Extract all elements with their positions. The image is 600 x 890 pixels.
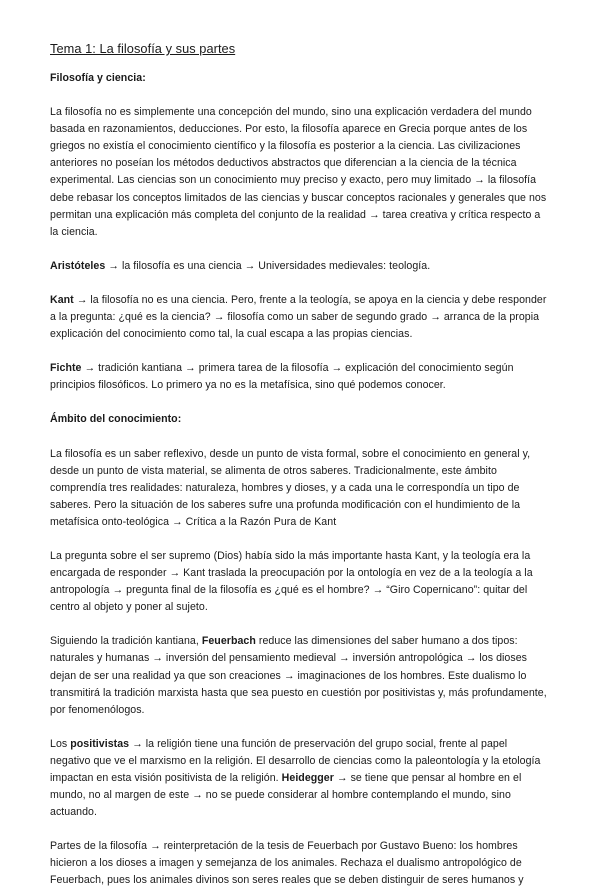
term-kant: Kant — [50, 293, 74, 306]
paragraph-feuerbach-text: reduce las dimensiones del saber humano a dos tipos: naturales y humanas → inversión del pensamiento medieval → inversión antropológica → los dioses dejan de ser una realidad ya que son creaciones → imaginaciones de los hombres. Este dualismo lo transmitirá la tradición marxista hasta que sea puesto en cuestión por positivistas y, más profundamente, por fenomenólogos. — [50, 635, 547, 716]
paragraph-positivistas-pre: Los — [50, 737, 71, 750]
paragraph-positivistas-post: → se tiene que pensar al hombre en el mundo, no al margen de este → no se puede considerar al hombre contemplando el mundo, sino actuando. — [50, 772, 522, 819]
section-heading-ambito: Ámbito del conocimiento: — [50, 413, 182, 426]
paragraph-fichte-text: → tradición kantiana → primera tarea de la filosofía → explicación del conocimiento según principios filosóficos. Lo primero ya no es la metafísica, sino qué podemos conocer. — [50, 362, 514, 392]
paragraph-saber-reflexivo: La filosofía es un saber reflexivo, desde un punto de vista formal, sobre el conocimiento en general y, desde un punto de vista material, se alimenta de otros saberes. Tradicionalmente, este ámbito comprendía tres realidades: naturaleza, hombres y dioses, y a cada una le correspondía un tipo de saberes. Pero la situación de los saberes sufre una profunda modificación con el hundimiento de la metafísica onto-teológica → Crítica a la Razón Pura de Kant — [50, 447, 531, 528]
paragraph-intro: La filosofía no es simplemente una concepción del mundo, sino una explicación verdadera del mundo basada en razonamientos, deducciones. Por esto, la filosofía aparece en Grecia porque antes de los griegos no existía el conocimiento científico y la filosofía es posterior a la ciencia. Las civilizaciones anteriores no poseían los métodos deductivos abstractos que diferencian a la ciencia de la técnica experimental. Las ciencias son un conocimiento muy preciso y exacto, pero muy limitado → la filosofía debe rebasar los conceptos limitados de las ciencias y buscar conceptos racionales y generales que nos permitan una explicación más completa del conjunto de la realidad → tarea creativa y crítica respecto a la ciencia. — [50, 106, 547, 238]
paragraph-aristoteles-text: → la filosofía es una ciencia → Universidades medievales: teología. — [105, 259, 431, 272]
section-heading-filosofia-ciencia: Filosofía y ciencia: — [50, 72, 146, 84]
paragraph-feuerbach-pre: Siguiendo la tradición kantiana, — [50, 635, 202, 648]
paragraph-feuerbach — [50, 633, 550, 718]
paragraph-positivistas-mid: → la religión tiene una función de preservación del grupo social, frente al papel negativo que ve el marxismo en la religión. El desarrollo de ciencias como la paleontología y la etología impactan en esta visión positivista de la religión. — [50, 737, 541, 784]
page-title: Tema 1: La filosofía y sus partes — [50, 41, 236, 56]
term-fichte: Fichte — [50, 362, 82, 375]
paragraph-aristoteles — [50, 258, 550, 275]
paragraph-positivistas — [50, 736, 550, 821]
term-heidegger: Heidegger — [281, 772, 334, 784]
term-feuerbach: Feuerbach — [201, 635, 256, 648]
term-positivistas: positivistas — [70, 737, 130, 750]
paragraph-fichte — [50, 360, 550, 394]
paragraph-partes: Partes de la filosofía → reinterpretación de la tesis de Feuerbach por Gustavo Bueno: los hombres hicieron a los dioses a imagen y semejanza de los animales. Rechaza el dualismo antropológico de Feuerbach, pues los animales divinos son seres reales que se deben distinguir de seres humanos y — [50, 840, 524, 887]
paragraph-ser-supremo: La pregunta sobre el ser supremo (Dios) había sido la más importante hasta Kant, y la teología era la encargada de responder → Kant traslada la preocupación por la ontología en vez de a la teología a la antropología → pregunta final de la filosofía es ¿qué es el hombre? → “Giro Copernicano”: quitar del centro al objeto y poner al sujeto. — [50, 549, 533, 614]
term-aristoteles: Aristóteles — [50, 259, 106, 272]
paragraph-kant-text: → la filosofía no es una ciencia. Pero, frente a la teología, se apoya en la ciencia y debe responder a la pregunta: ¿qué es la ciencia? → filosofía como un saber de segundo grado → arranca de la propia explicación del conocimiento como tal, la cual escapa a las propias ciencias. — [50, 293, 547, 341]
paragraph-kant — [50, 292, 550, 343]
